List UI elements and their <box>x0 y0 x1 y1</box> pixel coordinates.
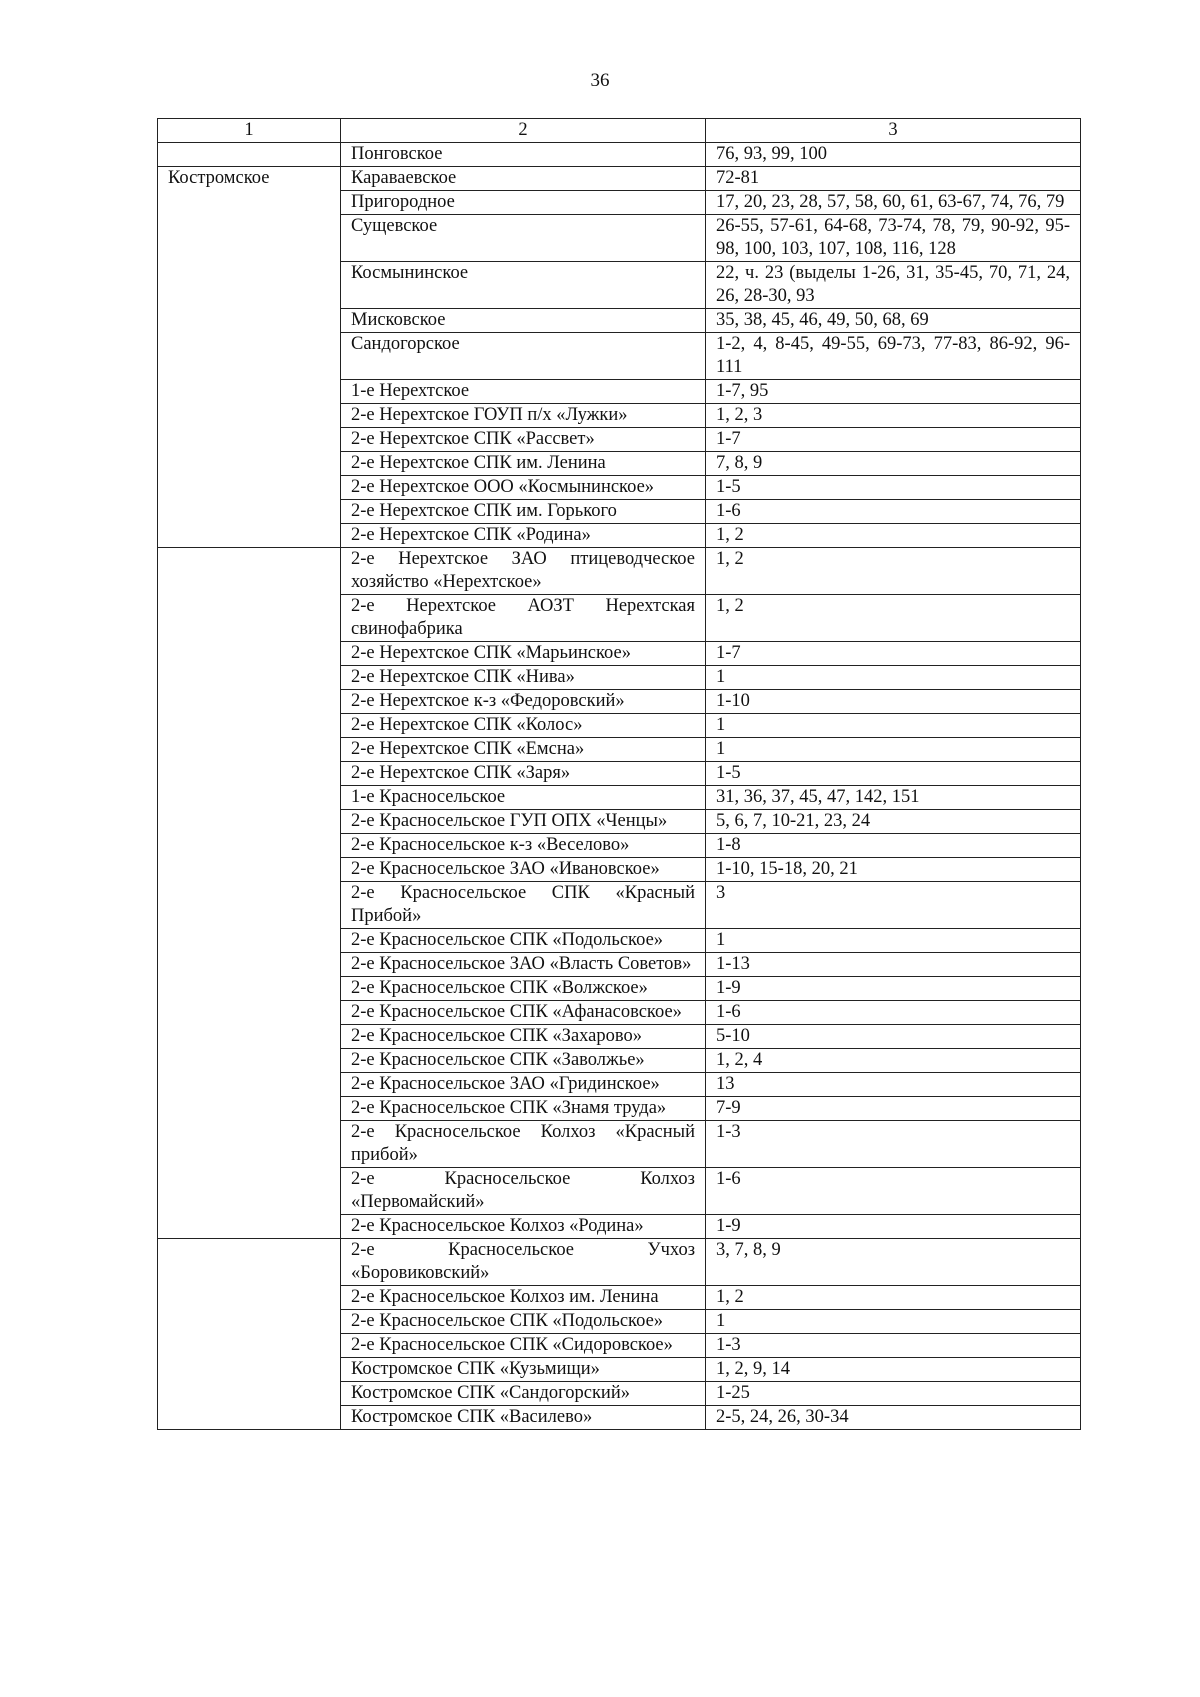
forestry-name-cell: 2-е Нерехтское СПК им. Горького <box>341 500 706 524</box>
region-cell: Костромское <box>158 167 341 548</box>
forestry-name-cell: 2-е Красносельское Колхоз «Родина» <box>341 1215 706 1239</box>
quarter-numbers-cell: 31, 36, 37, 45, 47, 142, 151 <box>706 786 1081 810</box>
forestry-name-cell: 2-е Нерехтское ЗАО птицеводческое хозяйство «Нерехтское» <box>341 548 706 595</box>
quarter-numbers-cell: 26-55, 57-61, 64-68, 73-74, 78, 79, 90-92, 95-98, 100, 103, 107, 108, 116, 128 <box>706 215 1081 262</box>
forestry-name-cell: 2-е Нерехтское СПК «Емсна» <box>341 738 706 762</box>
quarter-numbers-cell: 7, 8, 9 <box>706 452 1081 476</box>
forestry-name-cell: 2-е Красносельское Колхоз им. Ленина <box>341 1286 706 1310</box>
forestry-name-cell: 2-е Красносельское СПК «Знамя труда» <box>341 1097 706 1121</box>
table-row <box>158 143 1081 167</box>
quarter-numbers-cell: 1-9 <box>706 1215 1081 1239</box>
quarter-numbers-cell: 1 <box>706 714 1081 738</box>
table-row <box>158 548 1081 595</box>
quarter-numbers-cell: 1, 2 <box>706 524 1081 548</box>
forestry-name-cell: 2-е Нерехтское СПК «Колос» <box>341 714 706 738</box>
quarter-numbers-cell: 72-81 <box>706 167 1081 191</box>
forestry-name-cell: Сущевское <box>341 215 706 262</box>
forestry-name-cell: 2-е Красносельское Колхоз «Первомайский» <box>341 1168 706 1215</box>
forestry-name-cell: 2-е Нерехтское ГОУП п/х «Лужки» <box>341 404 706 428</box>
forestry-name-cell: Пригородное <box>341 191 706 215</box>
quarter-numbers-cell: 1, 2, 4 <box>706 1049 1081 1073</box>
forestry-name-cell: Костромское СПК «Сандогорский» <box>341 1382 706 1406</box>
forestry-name-cell: 2-е Красносельское Колхоз «Красный прибой» <box>341 1121 706 1168</box>
forest-quarters-table <box>157 118 1081 1430</box>
forestry-name-cell: 2-е Нерехтское СПК «Марьинское» <box>341 642 706 666</box>
forestry-name-cell: Сандогорское <box>341 333 706 380</box>
quarter-numbers-cell: 76, 93, 99, 100 <box>706 143 1081 167</box>
forestry-name-cell: 2-е Нерехтское АОЗТ Нерехтская свинофабрика <box>341 595 706 642</box>
quarter-numbers-cell: 1-7 <box>706 642 1081 666</box>
quarter-numbers-cell: 1-6 <box>706 1001 1081 1025</box>
quarter-numbers-cell: 1-9 <box>706 977 1081 1001</box>
quarter-numbers-cell: 1-10 <box>706 690 1081 714</box>
forestry-name-cell: 2-е Красносельское ЗАО «Власть Советов» <box>341 953 706 977</box>
quarter-numbers-cell: 1-7 <box>706 428 1081 452</box>
quarter-numbers-cell: 17, 20, 23, 28, 57, 58, 60, 61, 63-67, 74, 76, 79 <box>706 191 1081 215</box>
quarter-numbers-cell: 1 <box>706 929 1081 953</box>
quarter-numbers-cell: 1-8 <box>706 834 1081 858</box>
table-row <box>158 1239 1081 1286</box>
quarter-numbers-cell: 1-10, 15-18, 20, 21 <box>706 858 1081 882</box>
table-header-row <box>158 119 1081 143</box>
forestry-name-cell: 2-е Нерехтское СПК «Нива» <box>341 666 706 690</box>
forestry-name-cell: 2-е Нерехтское к-з «Федоровский» <box>341 690 706 714</box>
quarter-numbers-cell: 1-13 <box>706 953 1081 977</box>
page-number: 36 <box>590 70 610 91</box>
quarter-numbers-cell: 1 <box>706 1310 1081 1334</box>
header-col-3: 3 <box>706 119 1081 143</box>
forestry-name-cell: Понговское <box>341 143 706 167</box>
quarter-numbers-cell: 1-3 <box>706 1121 1081 1168</box>
quarter-numbers-cell: 22, ч. 23 (выделы 1-26, 31, 35-45, 70, 71, 24, 26, 28-30, 93 <box>706 262 1081 309</box>
quarter-numbers-cell: 5-10 <box>706 1025 1081 1049</box>
quarter-numbers-cell: 1, 2, 3 <box>706 404 1081 428</box>
forestry-name-cell: 1-е Красносельское <box>341 786 706 810</box>
forestry-name-cell: Караваевское <box>341 167 706 191</box>
forestry-name-cell: 2-е Нерехтское СПК им. Ленина <box>341 452 706 476</box>
quarter-numbers-cell: 1-3 <box>706 1334 1081 1358</box>
forestry-name-cell: 2-е Красносельское ГУП ОПХ «Ченцы» <box>341 810 706 834</box>
header-col-1: 1 <box>158 119 341 143</box>
forestry-name-cell: Костромское СПК «Василево» <box>341 1406 706 1430</box>
region-cell <box>158 548 341 1239</box>
forestry-name-cell: 2-е Нерехтское ООО «Космынинское» <box>341 476 706 500</box>
forestry-name-cell: 2-е Красносельское СПК «Волжское» <box>341 977 706 1001</box>
forestry-name-cell: 2-е Красносельское СПК «Афанасовское» <box>341 1001 706 1025</box>
quarter-numbers-cell: 35, 38, 45, 46, 49, 50, 68, 69 <box>706 309 1081 333</box>
quarter-numbers-cell: 1-25 <box>706 1382 1081 1406</box>
quarter-numbers-cell: 2-5, 24, 26, 30-34 <box>706 1406 1081 1430</box>
forestry-name-cell: 2-е Нерехтское СПК «Родина» <box>341 524 706 548</box>
quarter-numbers-cell: 1-2, 4, 8-45, 49-55, 69-73, 77-83, 86-92, 96-111 <box>706 333 1081 380</box>
forestry-name-cell: 2-е Красносельское СПК «Подольское» <box>341 929 706 953</box>
quarter-numbers-cell: 1, 2 <box>706 548 1081 595</box>
forestry-name-cell: 2-е Красносельское ЗАО «Гридинское» <box>341 1073 706 1097</box>
forestry-name-cell: 2-е Нерехтское СПК «Заря» <box>341 762 706 786</box>
quarter-numbers-cell: 1-5 <box>706 762 1081 786</box>
table-row <box>158 167 1081 191</box>
quarter-numbers-cell: 1, 2 <box>706 1286 1081 1310</box>
forestry-name-cell: 2-е Красносельское ЗАО «Ивановское» <box>341 858 706 882</box>
quarter-numbers-cell: 13 <box>706 1073 1081 1097</box>
quarter-numbers-cell: 3, 7, 8, 9 <box>706 1239 1081 1286</box>
quarter-numbers-cell: 1-7, 95 <box>706 380 1081 404</box>
quarter-numbers-cell: 7-9 <box>706 1097 1081 1121</box>
quarter-numbers-cell: 1, 2, 9, 14 <box>706 1358 1081 1382</box>
forestry-name-cell: 2-е Красносельское СПК «Подольское» <box>341 1310 706 1334</box>
quarter-numbers-cell: 1 <box>706 666 1081 690</box>
quarter-numbers-cell: 5, 6, 7, 10-21, 23, 24 <box>706 810 1081 834</box>
forestry-name-cell: 2-е Красносельское СПК «Захарово» <box>341 1025 706 1049</box>
forestry-name-cell: 1-е Нерехтское <box>341 380 706 404</box>
forestry-name-cell: 2-е Красносельское Учхоз «Боровиковский» <box>341 1239 706 1286</box>
quarter-numbers-cell: 1-6 <box>706 1168 1081 1215</box>
forestry-name-cell: Космынинское <box>341 262 706 309</box>
forestry-name-cell: Костромское СПК «Кузьмищи» <box>341 1358 706 1382</box>
forestry-name-cell: 2-е Красносельское к-з «Веселово» <box>341 834 706 858</box>
forestry-name-cell: Мисковское <box>341 309 706 333</box>
forestry-name-cell: 2-е Красносельское СПК «Сидоровское» <box>341 1334 706 1358</box>
region-cell <box>158 1239 341 1430</box>
quarter-numbers-cell: 1-5 <box>706 476 1081 500</box>
forestry-name-cell: 2-е Нерехтское СПК «Рассвет» <box>341 428 706 452</box>
region-cell <box>158 143 341 167</box>
forestry-name-cell: 2-е Красносельское СПК «Красный Прибой» <box>341 882 706 929</box>
quarter-numbers-cell: 3 <box>706 882 1081 929</box>
quarter-numbers-cell: 1, 2 <box>706 595 1081 642</box>
quarter-numbers-cell: 1 <box>706 738 1081 762</box>
header-col-2: 2 <box>341 119 706 143</box>
quarter-numbers-cell: 1-6 <box>706 500 1081 524</box>
forestry-name-cell: 2-е Красносельское СПК «Заволжье» <box>341 1049 706 1073</box>
